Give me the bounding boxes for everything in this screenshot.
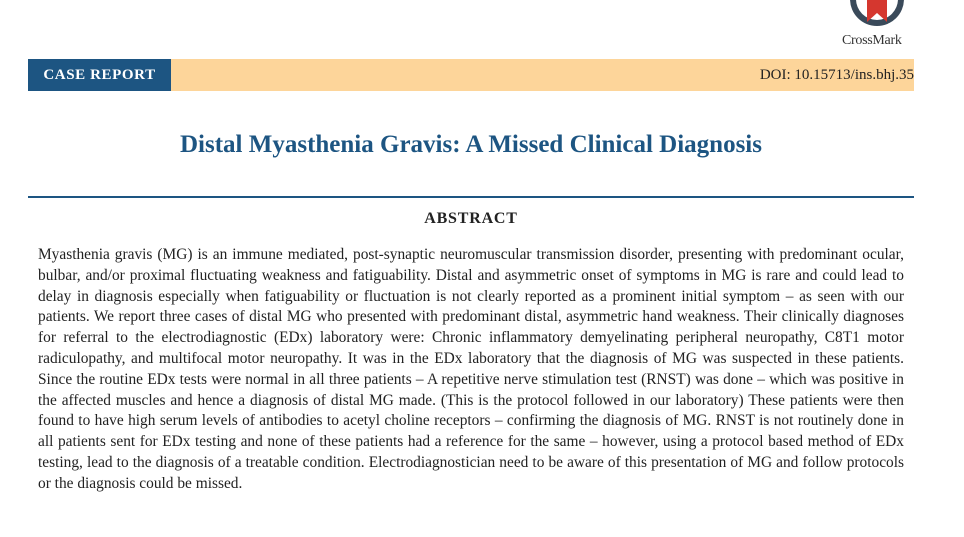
article-title: Distal Myasthenia Gravis: A Missed Clinical Diagnosis (180, 131, 762, 158)
crossmark-icon (848, 0, 906, 28)
crossmark-badge[interactable] (838, 0, 918, 52)
abstract-heading: ABSTRACT (424, 210, 518, 227)
crossmark-label: CrossMark (842, 33, 902, 48)
article-header-band (28, 59, 914, 91)
abstract-text: Myasthenia gravis (MG) is an immune mediated, post-synaptic neuromuscular transmission disorder, presenting with predominant ocular, bulbar, and/or proximal fluctuating weakness and fatiguability. Distal and asymmetric onset of symptoms in MG is rare and could lead to delay in diagnosis especially when fatiguability or fluctuation is not clearly reported as a prominent initial symptom – as seen with our patients. We report three cases of distal MG who presented with predominant distal, asymmetric hand weakness. Their clinically diagnoses for referral to the electrodiagnostic (EDx) laboratory were: Chronic inflammatory demyelinating peripheral neuropathy, C8T1 motor radiculopathy, and multifocal motor neuropathy. It was in the EDx laboratory that the diagnosis of MG was suspected in these patients. Since the routine EDx tests were normal in all three patients – A repetitive nerve stimulation test (RNST) was done – which was positive in the affected muscles and hence a diagnosis of distal MG made. (This is the protocol followed in our laboratory) These patients were then found to have high serum levels of antibodies to acetyl choline receptors – confirming the diagnosis of MG. RNST is not routinely done in all patients sent for EDx testing and none of these patients had a reference for the same – however, using a protocol based method of EDx testing, lead to the diagnosis of a treatable condition. Electrodiagnostician need to be aware of this presentation of MG and follow protocols or the diagnosis could be missed. (38, 246, 904, 492)
section-label: CASE REPORT (28, 59, 171, 91)
title-divider (28, 196, 914, 198)
doi-text[interactable]: DOI: 10.15713/ins.bhj.35 (759, 67, 914, 83)
